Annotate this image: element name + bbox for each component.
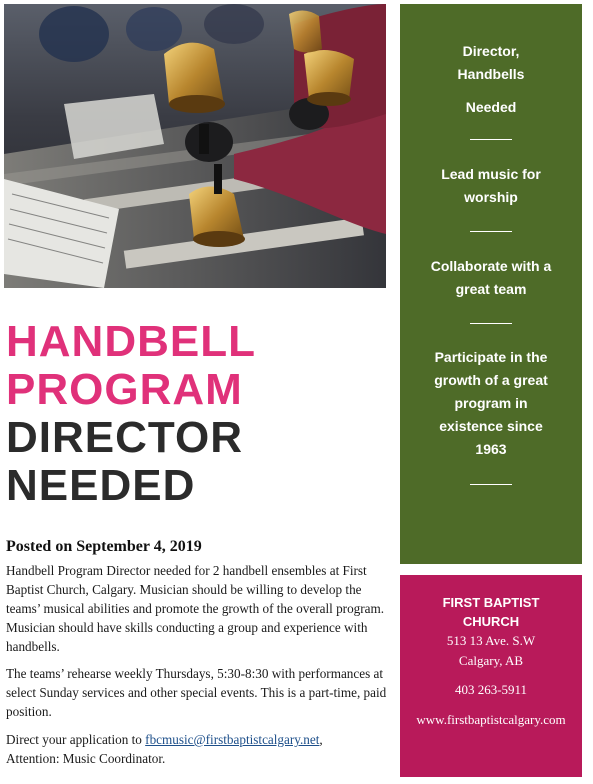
sidebar-item-participate-line-3: program in: [454, 395, 528, 411]
phone-number: 403 263-5911: [454, 682, 528, 697]
sidebar-item-lead-music: [408, 163, 574, 209]
attention-line: Attention: Music Coordinator.: [6, 751, 166, 766]
sidebar-item-collaborate-line-2: great team: [455, 281, 527, 297]
address-line-2: Calgary, AB: [458, 653, 524, 668]
sidebar-item-lead-music-line-1: Lead music for: [441, 166, 541, 182]
headline-line-1: HANDBELL: [6, 317, 256, 366]
sidebar-item-lead-music-line-2: worship: [464, 189, 518, 205]
handbell-photo: [4, 4, 386, 288]
sidebar-item-participate-line-4: existence since: [439, 418, 543, 434]
headline-line-2: PROGRAM: [6, 365, 243, 414]
sidebar-item-participate-line-1: Participate in the: [434, 349, 548, 365]
sidebar-item-collaborate-line-1: Collaborate with a: [430, 258, 552, 274]
schedule-paragraph: The teams’ rehearse weekly Thursdays, 5:30-8:30 with performances at select Sunday services and other special events. This is a part-time, paid position.: [6, 666, 387, 719]
contact-box: [400, 575, 582, 777]
headline-line-4: NEEDED: [6, 461, 196, 510]
application-prefix: Direct your application to: [6, 732, 146, 747]
church-name-line-2: CHURCH: [462, 614, 520, 629]
sidebar-title-line-2: Handbells: [457, 66, 525, 82]
sidebar-item-collaborate: [408, 255, 574, 301]
sidebar-divider: [470, 484, 512, 485]
sidebar-title-line-3: Needed: [465, 99, 517, 115]
application-comma: ,: [319, 732, 323, 747]
sidebar-item-participate-line-5: 1963: [475, 441, 507, 457]
headline-line-3: DIRECTOR: [6, 413, 243, 462]
address-line-1: 513 13 Ave. S.W: [446, 633, 536, 648]
application-paragraph: [6, 730, 390, 768]
sidebar-title-line-1: Director,: [462, 43, 520, 59]
email-link[interactable]: fbcmusic@firstbaptistcalgary.net: [145, 732, 320, 747]
highlights-sidebar: [400, 4, 582, 564]
sidebar-divider: [470, 323, 512, 324]
sidebar-item-participate: [408, 346, 574, 461]
sidebar-title: [408, 40, 574, 119]
description-paragraph: Handbell Program Director needed for 2 handbell ensembles at First Baptist Church, Calgary. Musician should be willing to develop the teams’ musical abilities and promote the growth of the overall program. Musician should have skills conducting a group and experience with handbells.: [6, 563, 385, 654]
sidebar-divider: [470, 139, 512, 140]
church-name: [400, 593, 582, 631]
posted-date: Posted on September 4, 2019: [6, 538, 202, 555]
sidebar-divider: [470, 231, 512, 232]
sidebar-item-participate-line-2: growth of a great: [434, 372, 548, 388]
website-link[interactable]: www.firstbaptistcalgary.com: [416, 712, 566, 727]
church-name-line-1: FIRST BAPTIST: [442, 595, 540, 610]
headline: [6, 318, 386, 510]
handbell-photo-illustration: [4, 4, 386, 288]
